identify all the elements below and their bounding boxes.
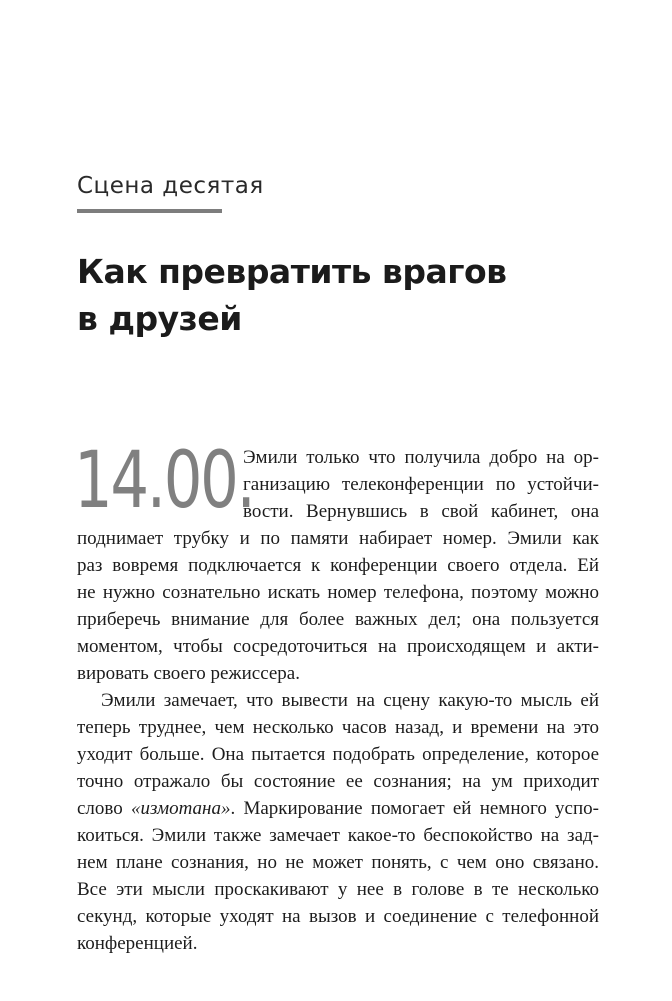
scene-label: Сцена десятая [77, 173, 264, 199]
body-text [77, 444, 599, 957]
chapter-title-line-1: Как превратить врагов [77, 252, 507, 291]
paragraph-2-line: Все эти мысли проскакивают у нее в голове в те несколько [77, 879, 599, 900]
paragraph-1-line: вости. Вернувшись в свой кабинет, она [243, 501, 599, 522]
scene-underline [77, 209, 222, 213]
emphasized-word: «измотана» [131, 798, 231, 819]
paragraph-2-line: точно отражало бы состояние ее сознания; на ум приходит [77, 771, 599, 792]
paragraph-1-line: раз вовремя подключается к конференции своего отдела. Ей [77, 555, 599, 576]
time-dropcap: 14.00. [74, 436, 254, 526]
paragraph-2-line: коиться. Эмили также замечает какое-то беспокойство на зад- [77, 825, 599, 846]
paragraph-1-line: моментом, чтобы сосредоточиться на происходящем и акти- [77, 636, 599, 657]
chapter-title [77, 248, 597, 342]
paragraph-1-line: поднимает трубку и по памяти набирает номер. Эмили как [77, 528, 599, 549]
paragraph-2-line: Эмили замечает, что вывести на сцену какую-то мысль ей [101, 690, 599, 711]
paragraph-2-line: конференцией. [77, 933, 198, 954]
paragraph-2-line: нем плане сознания, но не может понять, с чем оно связано. [77, 852, 599, 873]
paragraph-1-line: вировать своего режиссера. [77, 663, 300, 684]
paragraph-1-line: приберечь внимание для более важных дел; она пользуется [77, 609, 599, 630]
chapter-title-line-2: в друзей [77, 299, 242, 338]
paragraph-2-line: уходит больше. Она пытается подобрать определение, которое [77, 744, 599, 765]
paragraph-1-line: не нужно сознательно искать номер телефона, поэтому можно [77, 582, 599, 603]
paragraph-1-line: ганизацию телеконференции по устойчи- [243, 474, 599, 495]
paragraph-2-line: секунд, которые уходят на вызов и соединение с телефонной [77, 906, 599, 927]
paragraph-2-line: теперь труднее, чем несколько часов назад, и времени на это [77, 717, 599, 738]
paragraph-2-line: слово «измотана». Маркирование помогает ей немного успо- [77, 798, 599, 819]
paragraph-1-line: Эмили только что получила добро на ор- [243, 447, 599, 468]
